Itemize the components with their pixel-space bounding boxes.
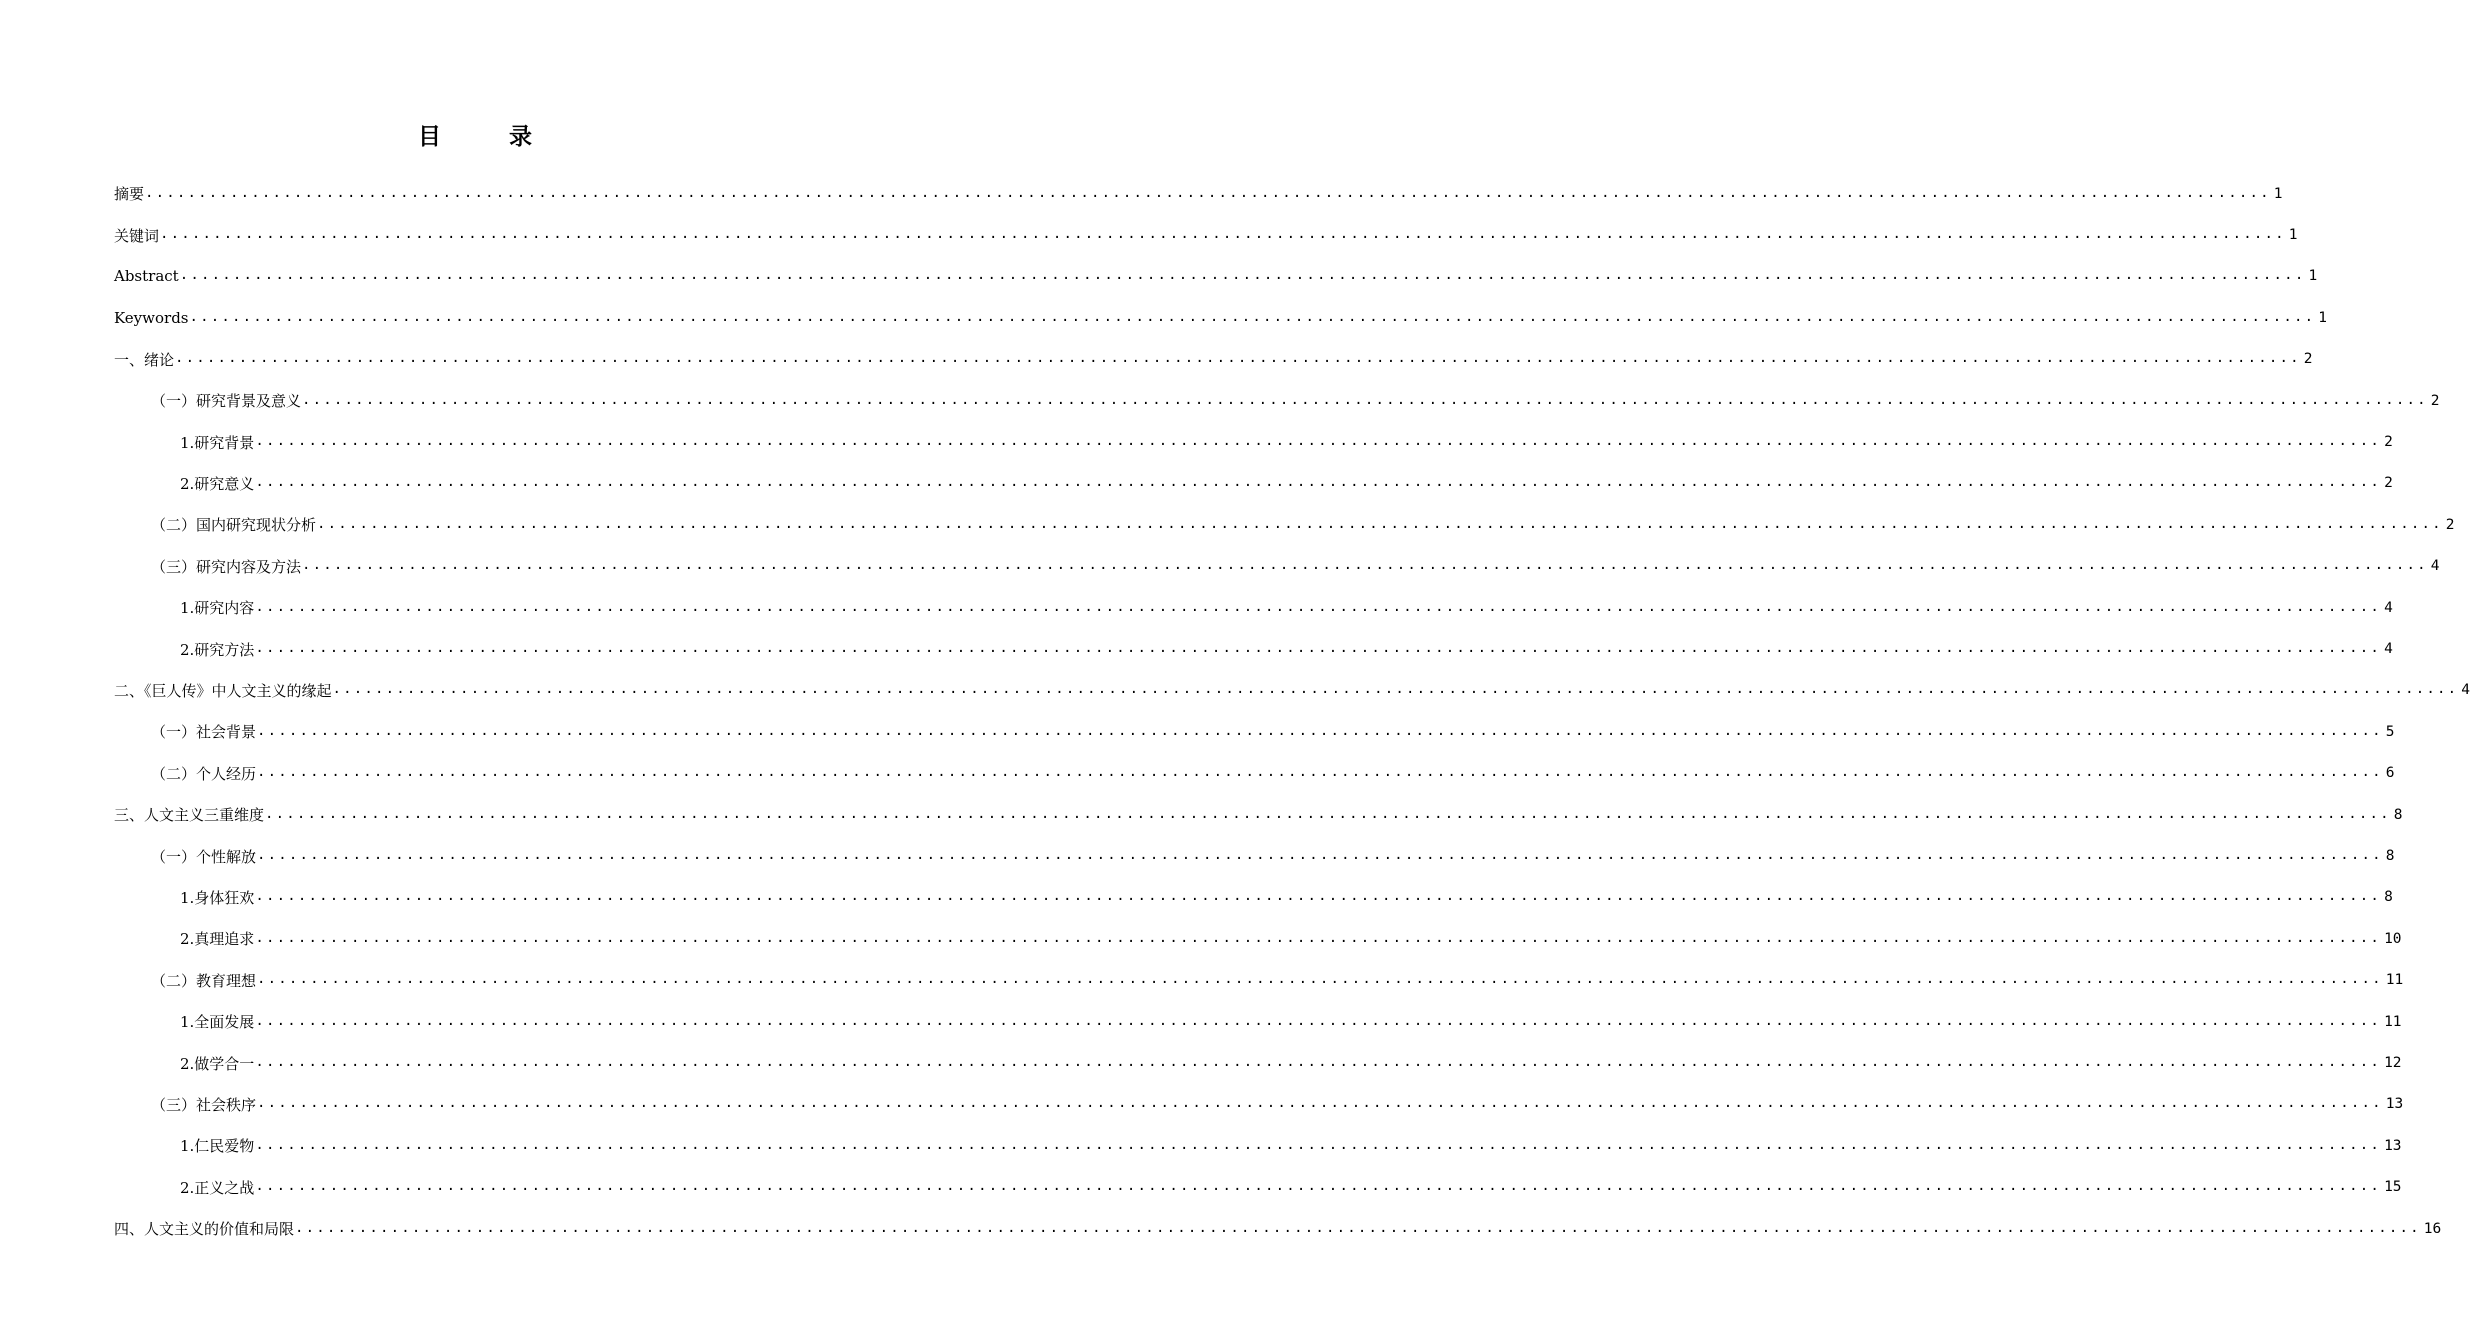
dot-leader: ........................................................................................................................................................................................................ [255, 1054, 2382, 1071]
toc-page-number: 5 [2385, 723, 2395, 740]
dot-leader: ........................................................................................................................................................................................................ [302, 391, 2428, 408]
toc-page-number: 2 [2384, 475, 2393, 492]
toc-page-number: 4 [2384, 641, 2393, 658]
toc-entry[interactable] [151, 1084, 2404, 1125]
toc-entry-label: 2.研究方法 [180, 640, 255, 659]
toc-entry-label: 1.仁民爱物 [180, 1137, 255, 1156]
toc-page-number: 2 [2303, 351, 2313, 368]
toc-page-number: 11 [2385, 972, 2404, 989]
toc-entry-label: Abstract [114, 267, 179, 286]
toc-entry[interactable] [114, 670, 2470, 711]
toc-entry-label: （一）研究背景及意义 [151, 392, 302, 411]
toc-entry-label: 1.研究内容 [180, 599, 255, 618]
toc-entry-label: 四、人文主义的价值和局限 [114, 1220, 295, 1239]
toc-entry[interactable] [180, 1001, 2402, 1042]
dot-leader: ........................................................................................................................................................................................................ [302, 557, 2428, 574]
dot-leader: ........................................................................................................................................................................................................ [332, 681, 2459, 698]
toc-page-number: 8 [2384, 889, 2393, 906]
dot-leader: ........................................................................................................................................................................................................ [179, 267, 2306, 284]
dot-leader: ........................................................................................................................................................................................................ [255, 1136, 2382, 1153]
dot-leader: ........................................................................................................................................................................................................ [175, 350, 2301, 367]
toc-entry[interactable] [180, 1125, 2402, 1166]
toc-entry-label: （三）研究内容及方法 [151, 557, 302, 576]
toc-entry[interactable] [114, 794, 2403, 835]
toc-page-number: 15 [2384, 1179, 2402, 1196]
toc-page-number: 11 [2384, 1013, 2402, 1030]
toc-entry-label: （二）个人经历 [151, 764, 257, 783]
dot-leader: ........................................................................................................................................................................................................ [255, 888, 2382, 905]
toc-entry[interactable] [151, 546, 2440, 587]
toc-page-number: 13 [2385, 1096, 2404, 1113]
toc-entry[interactable] [151, 380, 2440, 421]
toc-entry-label: 一、绪论 [114, 350, 175, 369]
toc-entry-label: 2.真理追求 [180, 930, 255, 949]
toc-entry-label: （三）社会秩序 [151, 1095, 257, 1114]
toc-entry-label: 2.正义之战 [180, 1178, 255, 1197]
dot-leader: ........................................................................................................................................................................................................ [160, 226, 2286, 243]
toc-entry[interactable] [180, 421, 2393, 462]
dot-leader: ........................................................................................................................................................................................................ [255, 433, 2382, 450]
dot-leader: ........................................................................................................................................................................................................ [257, 971, 2383, 988]
dot-leader: ........................................................................................................................................................................................................ [317, 515, 2443, 532]
toc-entry-label: 摘要 [114, 185, 145, 204]
toc-entry-label: 关键词 [114, 226, 160, 245]
dot-leader: ........................................................................................................................................................................................................ [257, 764, 2383, 781]
toc-page-number: 2 [2445, 516, 2455, 533]
toc-entry-label: （一）个性解放 [151, 847, 257, 866]
toc-entry[interactable] [151, 711, 2395, 752]
toc-entry[interactable] [180, 1167, 2402, 1208]
page-title: 目 录 [417, 124, 562, 150]
toc-entry[interactable] [151, 960, 2404, 1001]
dot-leader: ........................................................................................................................................................................................................ [145, 184, 2271, 201]
toc-page-number: 4 [2430, 558, 2440, 575]
dot-leader: ........................................................................................................................................................................................................ [255, 474, 2382, 491]
toc-entry[interactable] [151, 835, 2395, 876]
dot-leader: ........................................................................................................................................................................................................ [189, 308, 2316, 325]
toc-page-number: 16 [2423, 1220, 2442, 1237]
toc-entry-label: 三、人文主义三重维度 [114, 806, 265, 825]
toc-entry[interactable] [180, 587, 2393, 628]
dot-leader: ........................................................................................................................................................................................................ [257, 722, 2383, 739]
toc-entry-label: （二）教育理想 [151, 971, 257, 990]
toc-page-number: 13 [2384, 1137, 2402, 1154]
toc-page-number: 2 [2430, 392, 2440, 409]
dot-leader: ........................................................................................................................................................................................................ [257, 1095, 2383, 1112]
toc-page-number: 1 [2318, 309, 2327, 326]
toc-page-number: 8 [2385, 848, 2395, 865]
toc-page-number: 12 [2384, 1055, 2402, 1072]
toc-page-number: 6 [2385, 765, 2395, 782]
toc-entry-label: （二）国内研究现状分析 [151, 516, 317, 535]
toc-entry-label: 2.做学合一 [180, 1054, 255, 1073]
toc-page-number: 2 [2384, 434, 2393, 451]
dot-leader: ........................................................................................................................................................................................................ [257, 847, 2383, 864]
toc-entry-label: 1.研究背景 [180, 433, 255, 452]
toc-entry[interactable] [114, 173, 2283, 214]
toc-page-number: 1 [2273, 185, 2283, 202]
toc-entry[interactable] [180, 918, 2402, 959]
toc-entry[interactable] [180, 628, 2393, 669]
toc-page-number: 1 [2308, 268, 2318, 285]
toc-page-number: 8 [2393, 806, 2403, 823]
toc-entry[interactable] [114, 1208, 2442, 1249]
dot-leader: ........................................................................................................................................................................................................ [265, 805, 2391, 822]
toc-entry[interactable] [114, 256, 2318, 297]
toc-entry-label: 1.全面发展 [180, 1013, 255, 1032]
dot-leader: ........................................................................................................................................................................................................ [295, 1219, 2421, 1236]
dot-leader: ........................................................................................................................................................................................................ [255, 640, 2382, 657]
toc-entry[interactable] [114, 214, 2298, 255]
dot-leader: ........................................................................................................................................................................................................ [255, 929, 2382, 946]
toc-entry[interactable] [114, 339, 2313, 380]
toc-entry[interactable] [114, 297, 2327, 338]
toc-page-number: 10 [2384, 930, 2402, 947]
toc-entry-label: 1.身体狂欢 [180, 888, 255, 907]
toc-entry-label: Keywords [114, 308, 189, 327]
dot-leader: ........................................................................................................................................................................................................ [255, 1012, 2382, 1029]
toc-page-number: 4 [2461, 682, 2470, 699]
toc-entry[interactable] [151, 504, 2455, 545]
toc-entry[interactable] [180, 463, 2393, 504]
dot-leader: ........................................................................................................................................................................................................ [255, 1178, 2382, 1195]
dot-leader: ........................................................................................................................................................................................................ [255, 598, 2382, 615]
toc-entry[interactable] [180, 877, 2393, 918]
toc-entry-label: 二、《巨人传》中人文主义的缘起 [114, 681, 332, 700]
toc-entry[interactable] [180, 1042, 2402, 1083]
toc-page-number: 4 [2384, 599, 2393, 616]
toc-page-number: 1 [2288, 227, 2298, 244]
toc-entry[interactable] [151, 753, 2395, 794]
toc-entry-label: （一）社会背景 [151, 723, 257, 742]
toc-entry-label: 2.研究意义 [180, 474, 255, 493]
